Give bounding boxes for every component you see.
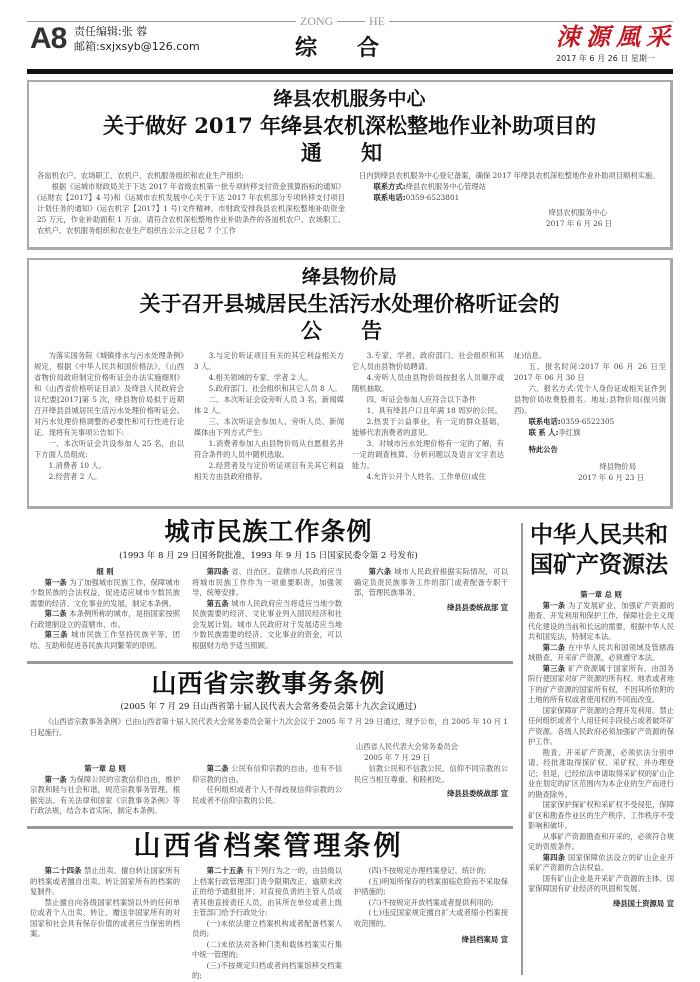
article-text: 省、自治区、直辖市人民政府应当将城市民族工作作为一项重要职责，加强领导，统筹安排。: [192, 567, 343, 597]
article: [192, 961, 342, 982]
signer: 绛县物价局: [599, 462, 636, 471]
article-text: 从事矿产资源勘查和开采的，必须符合规定的资质条件。: [528, 831, 674, 851]
article-number: 第二十四条: [44, 866, 82, 875]
notice-paragraph: 4.旁听人员由县物价局按报名人员顺序或随机抽取。: [352, 373, 504, 393]
article-text: 公民有信仰宗教的自由，也有不信仰宗教的自由。: [192, 764, 343, 784]
law-intro: 《山西省宗教事务条例》已由山西省第十届人民代表大会常务委员会第十九次会议于 2005 年 7 月 29 日通过，现予公布，自 2005 年 10 月 1 日起施行。: [30, 717, 508, 737]
article-text: (六)不按规定开放档案或者提供利用的;: [368, 897, 494, 907]
signer: 绛县农机服务中心: [548, 208, 607, 217]
article: [192, 599, 342, 652]
article-number: 第五条: [206, 598, 229, 608]
notice-title-line2: 关于召开县城居民生活污水处理价格听证会的: [139, 291, 560, 316]
issue-date: 2017 年 6 月 26 日 星期一: [556, 54, 655, 63]
notice-paragraph: 2.经营者及与定价听证项目有关其它利益相关方由县政府推荐。: [194, 461, 344, 481]
header-thick-rule: [27, 69, 673, 74]
notice-paragraph: 4.相关领域的专家、学者 2 人。: [208, 373, 313, 382]
contact-label: 联系方式:: [373, 182, 406, 191]
section-title: 综合: [295, 35, 420, 61]
article-text: 城市人民政府应当将适应当地少数民族需要的经济、文化事业列入国民经济和社会发展计划。城市人民政府对于发展适应当地少数民族需要的经济、文化事业的资金，可以根据财力给予适当照顾。: [192, 598, 343, 650]
article-text: 国家保障矿产资源的合理开发利用。禁止任何组织或者个人用任何手段侵占或者破坏矿产资源。各级人民政府必须加强矿产资源的保护工作。: [528, 705, 674, 746]
article-text: 国有矿山企业是开采矿产资源的主体。国家保障国有矿业经济的巩固和发展。: [528, 873, 674, 893]
notice-paragraph: 3.专家、学者、政府部门、社会组织和其它人员由县物价局聘请。: [352, 351, 504, 371]
notice-title-line1: 绛县农机服务中心: [273, 88, 426, 110]
notice-paragraph: 1.消费者 10 人。: [48, 461, 106, 470]
article-number: 第四条: [206, 567, 229, 576]
article: [192, 785, 342, 806]
article-text: 任何组织或者个人不得歧视信仰宗教的公民或者不信仰宗教的公民。: [192, 785, 342, 805]
article: [192, 919, 342, 940]
article-text: 有下列行为之一的，由县级以上档案行政管理部门责令限期改正，逾期未改正的给予通报批评；对直接负责的主管人员或者其他直接责任人员，由其所在单位或者上级主管部门给予行政处分:: [192, 866, 342, 917]
notice-paragraph: 3、对城市污水处理价格有一定的了解，有一定的调查核算、分析问题以及语言文字表达能力。: [352, 439, 504, 470]
sign-date: 2017 年 6 月 26 日: [546, 219, 612, 228]
article-text: (三)不按规定归档或者向档案馆移交档案的;: [192, 960, 342, 980]
notice-farm-machinery: [27, 80, 673, 250]
article-number: 第四条: [542, 852, 566, 862]
article: [528, 874, 674, 895]
article: [528, 853, 674, 874]
source-credit: 绛县县委统战部 宣: [447, 602, 508, 612]
article: [354, 866, 508, 877]
chapter-heading: 细 则: [96, 567, 114, 576]
notice-body: 根据《运城市财政局关于下达 2017 年省级农机第一批专项转移支付资金预算指标的通知》(运财农【2017】4 号)和《运城市农机发展中心关于下达 2017 年农机部分专项转移支付项目计划任务的通知》(运农机字【2017】1 号)文件精神，市财政安排我县农机深松整地补助资金 25 万元，作业补助面积 1 万亩。请符合农机深松整地作业补助条件的各耑机农户、农场职工、农机户、农机服务组织和农业生产组织在公示之日起 7 个工作: [37, 182, 345, 235]
article-text: 为了发展矿业，加强矿产资源的勘查、开发利用和保护工作，保障社会主义现代化建设的当前和长远的需要，根据中华人民共和国宪法，特制定本法。: [528, 600, 675, 641]
article: [30, 578, 180, 610]
notice-title-line1: 绛县物价局: [301, 266, 397, 288]
article: [528, 643, 674, 664]
notice-paragraph: 2.经营者 2 人。: [48, 472, 102, 481]
article-number: 第三条: [542, 663, 566, 673]
notice-paragraph: 六、报名方式:凭个人身份证或相关证件到县物价局收费股报名。地址:县物价局(振兴街西)。: [514, 384, 666, 415]
article-number: 第二条: [44, 609, 67, 618]
source-credit: 绛县国土资源局 宣: [613, 898, 674, 908]
notice-paragraph: 一、本次听证会共设参加人 25 名，由以下方面人员组成:: [34, 439, 184, 459]
notice-paragraph: 为落实国务院《城镇排水与污水处理条例》规定，根据《中华人民共和国价格法》、《山西省物价局政府制定价格听证会办法实施细则》和《山西省价格听证目录》及绛县人民政府会议纪要[2017]第 5 次，绛县物价局拟于近期召开绛县县城居民生活污水处理价格听证会。对污水处理价格调整的必要性和可行性进行论证。现将有关事项公告如下:: [34, 351, 184, 437]
notice-price-hearing: [27, 258, 673, 509]
article-text: (四)不按规定办理档案登记、统计的;: [368, 866, 487, 875]
notice-paragraph: 2.热衷于公益事业，有一定的群众基础，能够代表消费者的意见。: [352, 417, 504, 437]
article-number: 第三条: [44, 630, 69, 639]
article-number: 第一条: [44, 577, 67, 587]
contact-person-label: 联 系 人:: [528, 428, 559, 437]
article-text: 信教公民和不信教公民、信仰不同宗教的公民应当相互尊重、和睦相处。: [354, 764, 508, 784]
article-text: 在中华人民共和国领域及管辖海域勘查、开采矿产资源，必须遵守本法。: [528, 642, 675, 662]
article: [354, 877, 508, 898]
notice-title-line3: 公 告: [300, 318, 399, 343]
law-title: 城市民族工作条例: [164, 517, 373, 546]
source-credit: 绛县县委统战部 宣: [447, 789, 508, 798]
article-text: (二)未依法对各种门类和载体档案实行集中统一管理的;: [192, 939, 342, 959]
article-text: (一)未依法建立档案机构或者配备档案人员的;: [192, 918, 342, 938]
article: [30, 866, 180, 898]
article: [528, 800, 674, 832]
phone-label: 联系电话:: [373, 193, 406, 202]
notice-paragraph: 二、本次听证会设旁听人员 3 名，新闻媒体 2 人。: [194, 395, 344, 415]
article-text: 城市人民政府根据实际情况，可以确定负责民族事务工作的部门或者配备专职干部，管理民族事务。: [354, 567, 509, 597]
section-divider: [27, 826, 513, 829]
article: [192, 940, 342, 961]
article: [528, 832, 674, 853]
article-text: 为保障公民的宗教信仰自由，维护宗教和睦与社会和谐，规范宗教事务管理，根据宪法、有关法律和国家《宗教事务条例》等行政法规，结合本省实际，制定本条例。: [30, 774, 181, 815]
notice-paragraph: 3.与定价听证项目有关的其它利益相关方 3 人。: [194, 351, 344, 371]
issue-date: 2005 年 7 月 29 日: [364, 753, 430, 762]
source-credit: 绛县档案局 宣: [461, 935, 508, 944]
article-number: 第二条: [206, 764, 229, 773]
chapter-heading: 第一章 总 则: [580, 590, 622, 599]
notice-paragraph: 5.政府部门、社会组织和其它人员 8 人。: [208, 384, 342, 393]
notice-paragraph: 五、报名时间:2017 年 06 月 26 日至 2017 年 06 月 30 日: [514, 362, 666, 382]
article-text: 禁止擅自向各级国家档案馆以外的任何单位或者个人出卖、转让、赠送非国家所有的对国家和社会具有保存价值的或者应当保密的档案。: [30, 897, 180, 938]
article: [528, 601, 674, 643]
notice-paragraph: 4.允许公开个人姓名、工作单位(或住: [366, 472, 486, 481]
article-text: 为了加强城市民族工作，保障城市少数民族的合法权益，促进适应城市少数民族需要的经济、文化事业的发展，制定本条例。: [30, 577, 181, 608]
notice-paragraph: 1、具有绛县户口且年满 18 周岁的公民。: [366, 406, 502, 415]
law-title: 中华人民共和国矿产资源法: [530, 521, 668, 578]
article: [30, 609, 180, 630]
contact-value: 绛县农机服务中心管理站: [405, 182, 486, 191]
contact-person: 李红旗: [558, 428, 581, 437]
article: [192, 866, 342, 919]
notice-paragraph: 四、听证会参加人应符合以下条件: [366, 395, 477, 404]
law-subtitle: (2005 年 7 月 29 日山西省第十届人民代表大会常务委员会第十九次会议通过): [120, 702, 417, 712]
chapter-heading: 第一章 总 则: [84, 764, 126, 773]
section-divider: [27, 661, 513, 664]
law-title: 山西省宗教事务条例: [151, 669, 386, 698]
article-number: 第一条: [44, 774, 67, 784]
section-pinyin-left: ZONG: [296, 14, 337, 28]
article: [354, 567, 508, 599]
law-title: 山西省档案管理条例: [133, 831, 404, 862]
article-text: 国家保障依法设立的矿山企业开采矿产资源的合法权益。: [528, 852, 675, 872]
article-text: 勘查、开采矿产资源，必须依法分别申请、经批准取得探矿权、采矿权，并办理登记；但是，已经依法申请取得采矿权的矿山企业在划定的矿区范围内为本企业的生产而进行的勘查除外。: [528, 747, 674, 799]
article: [192, 764, 342, 785]
article-text: 本条例所称的城市，是指国家按照行政建制设立的直辖市、市。: [30, 609, 181, 629]
section-pinyin-right: HE: [365, 14, 389, 28]
article-text: (五)明知所保存的档案面临危险而不采取保护措施的;: [354, 876, 508, 896]
article-text: (七)违反国家规定擅自扩大或者缩小档案接收范围的。: [354, 908, 508, 928]
issuer: 山西省人民代表大会常务委员会: [355, 742, 458, 751]
article: [528, 706, 674, 748]
salutation: 各耑机农户、农场职工、农机户、农机服务组织和农业生产组织:: [37, 171, 244, 180]
article: [30, 898, 180, 940]
notice-paragraph: 1.消费者参加人由县物价局从自愿报名并符合条件的人员中随机选取。: [194, 439, 344, 459]
article-text: 禁止出卖、擅自转让国家所有的档案或者擅自出卖、转让国家所有的档案的复制件。: [30, 866, 180, 896]
article: [30, 775, 180, 817]
phone-value: 0359-6523801: [405, 193, 460, 202]
article: [354, 898, 508, 909]
article-text: 国家保护探矿权和采矿权不受侵犯，保障矿区和勘查作业区的生产秩序、工作秩序不受影响和破坏。: [528, 800, 674, 830]
notice-body-cont: 日内到绛县农机服务中心登记备案，确保 2017 年绛县农机深松整地作业补助项目顺利实施。: [359, 171, 660, 180]
notice-title-line3: 通 知: [300, 140, 399, 165]
notice-paragraph: 三、本次听证会参加人、旁听人员、新闻媒体由下列方式产生:: [194, 417, 344, 437]
article-text: 矿产资源属于国家所有，由国务院行使国家对矿产资源的所有权。地表或者地下的矿产资源的国家所有权，不因其所依附的土地的所有权或者使用权的不同而改变。: [528, 663, 675, 704]
editor-email: 邮箱:sxjxsyb@126.com: [74, 40, 200, 53]
article: [30, 630, 180, 651]
article-number: 第一条: [542, 600, 566, 610]
article-text: 城市民族工作坚持民族平等、团结、互助和促进各民族共同繁荣的原则。: [30, 630, 180, 650]
article: [528, 748, 674, 801]
notice-title-line2: 关于做好 2017 年绛县农机深松整地作业补助项目的: [102, 113, 597, 138]
closing: 特此公告: [528, 445, 558, 454]
article-number: 第六条: [368, 567, 392, 576]
article: [354, 908, 508, 929]
article: [354, 764, 508, 785]
editor-name: 责任编辑:张 蓉: [74, 25, 148, 38]
phone-value: 0359-6522305: [560, 417, 615, 426]
column-divider: [521, 523, 523, 975]
article: [192, 567, 342, 599]
article: [528, 664, 674, 706]
phone-label: 联系电话:: [528, 417, 561, 426]
article-number: 第二十五条: [206, 866, 244, 875]
sign-date: 2017 年 6 月 23 日: [578, 473, 644, 482]
article-number: 第二条: [542, 642, 566, 652]
page-number: A8: [30, 22, 67, 55]
notice-paragraph: 址)信息。: [514, 351, 547, 360]
masthead-logo: 涑源風采: [556, 22, 676, 51]
law-subtitle: (1993 年 8 月 29 日国务院批准，1993 年 9 月 15 日国家民委令第 2 号发布): [119, 551, 418, 561]
